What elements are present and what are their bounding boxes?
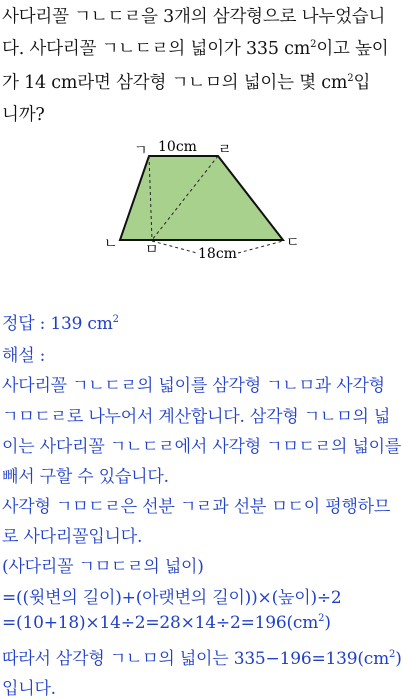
vertex-label-top-right: ㄹ [218,142,232,158]
superscript: 2 [389,649,396,660]
explanation-line-2: ㄱㅁㄷㄹ로 나누어서 계산합니다. 삼각형 ㄱㄴㅁ의 넓 [2,407,391,427]
vertex-label-bottom-right: ㄷ [286,235,300,251]
superscript: 2 [112,314,119,325]
superscript: 2 [310,39,317,50]
question-line-2: 다. 사다리꼴 ㄱㄴㄷㄹ의 넓이가 335 $cm^2$이고 높이 [2,39,389,59]
superscript: 2 [318,613,325,624]
vertex-label-bottom-left: ㄴ [104,236,118,252]
explanation-line-4: 빼서 구할 수 있습니다. [2,467,169,487]
conclusion-line-1: 따라서 삼각형 ㄱㄴㅁ의 넓이는 $335-196=139(cm^2)$ [2,649,402,669]
explanation-line-7: (사다리꼴 ㄱㅁㄷㄹ의 넓이) [2,557,204,577]
explanation-line-5: 사각형 ㄱㅁㄷㄹ은 선분 ㄱㄹ과 선분 ㅁㄷ이 평행하므 [2,497,391,517]
superscript: 2 [347,73,354,84]
trapezoid-shape [120,156,283,240]
question-line-4: 니까? [2,105,45,125]
explanation-line-6: 로 사다리꼴입니다. [2,527,143,547]
explanation-heading: 해설 : [2,346,46,366]
vertex-label-top-left: ㄱ [134,143,148,159]
explanation-line-3: 이는 사다리꼴 ㄱㄴㄷㄹ에서 사각형 ㄱㅁㄷㄹ의 넓이를 [2,437,402,457]
dashed-18cm-left [152,241,197,253]
explanation-line-1: 사다리꼴 ㄱㄴㄷㄹ의 넓이를 삼각형 ㄱㄴㅁ과 사각형 [2,376,385,396]
answer-label: 정답 : 139 $cm^2$ [2,314,119,334]
conclusion-line-2: 입니다. [2,679,56,699]
formula-line-1: =((윗변의 길이)+(아랫변의 길이))×(높이)÷2 [2,588,342,608]
formula-line-2: $=(10+18)\times 14\div 2=28\times 14\div 2=196(cm^2)$ [2,613,331,633]
vertex-label-bottom-mid: ㅁ [145,242,159,258]
bottom-length-label: 18cm [198,246,237,262]
question-line-1: 사다리꼴 ㄱㄴㄷㄹ을 3개의 삼각형으로 나누었습니 [2,7,386,27]
dashed-18cm-right [238,241,283,253]
top-length-label: 10cm [158,139,197,155]
trapezoid-figure [0,0,400,300]
question-line-3: 가 14 cm라면 삼각형 ㄱㄴㅁ의 넓이는 몇 $cm^2$입 [2,73,371,93]
